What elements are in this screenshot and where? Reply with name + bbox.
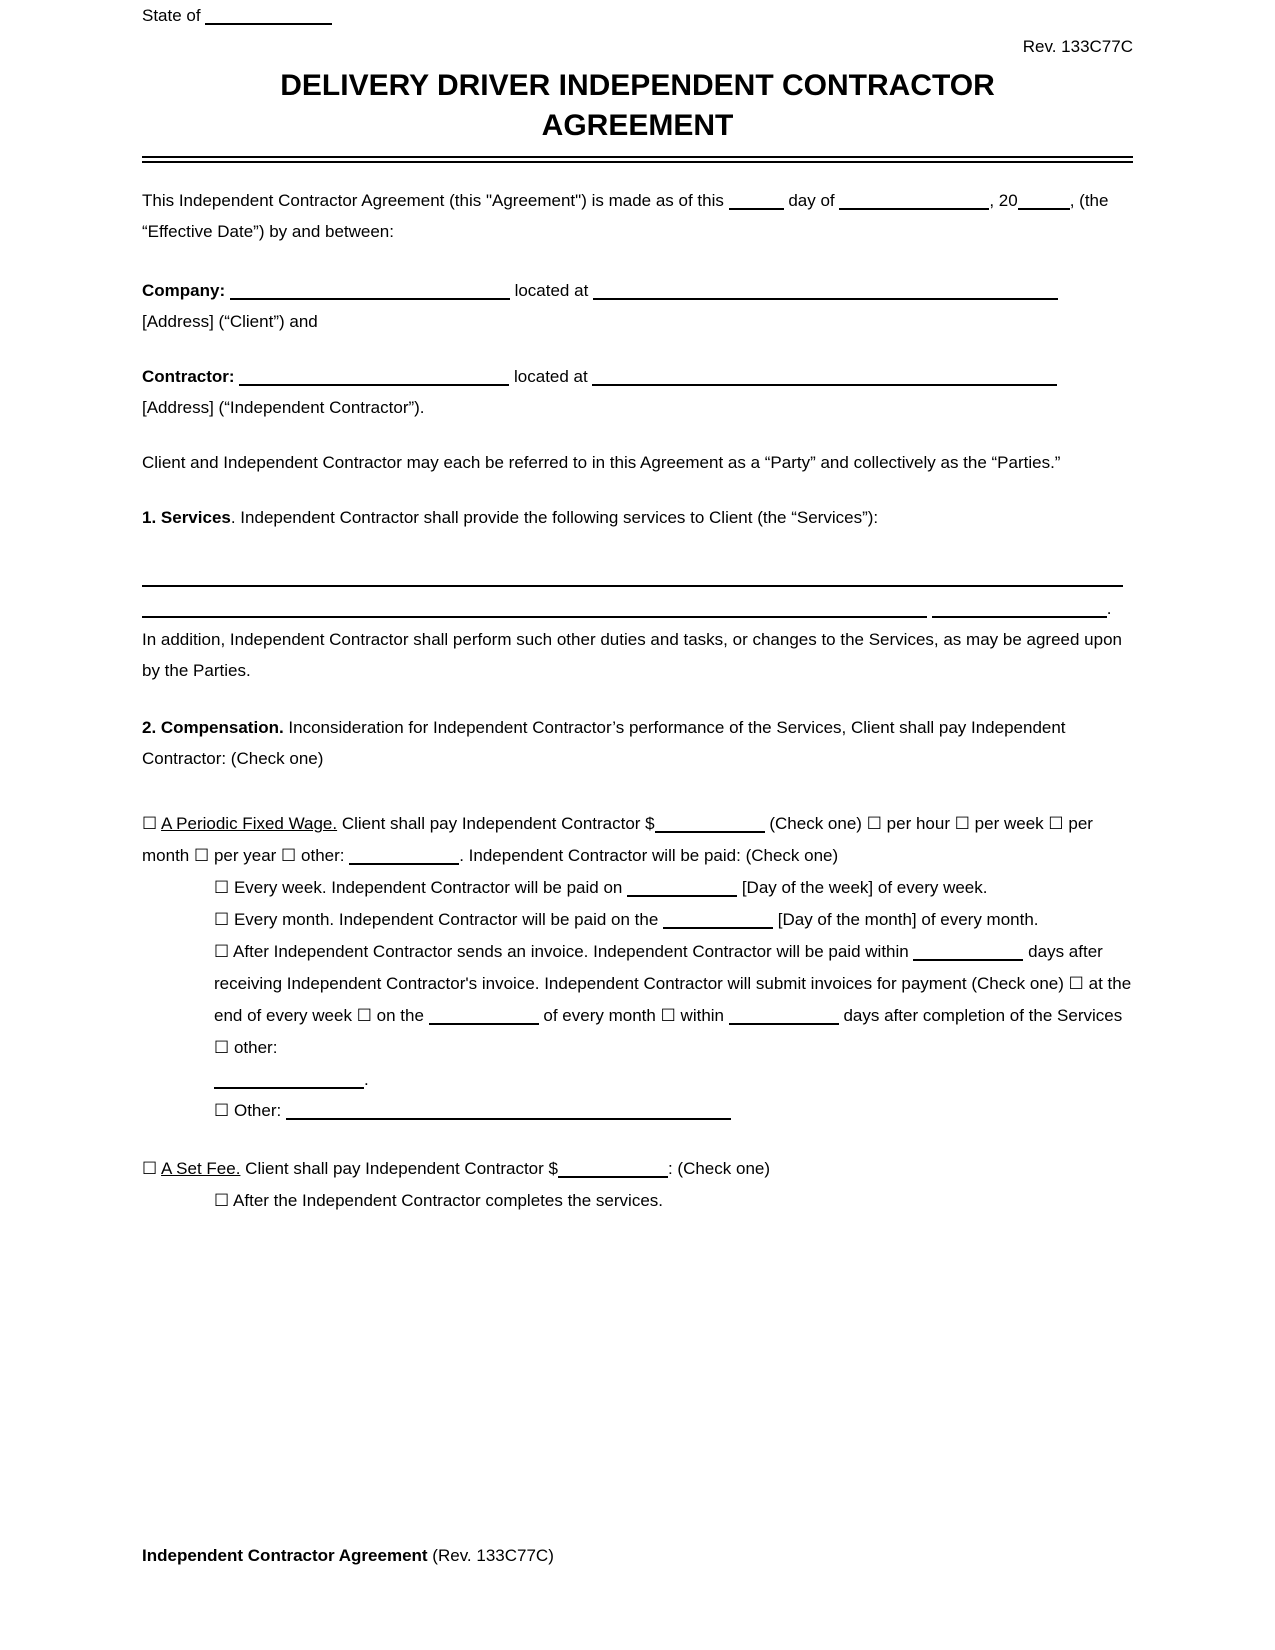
document-body [142,185,1133,1217]
text-segment: , 20 [989,191,1018,210]
blank-field[interactable] [1018,194,1070,210]
text-segment: (Check one) [764,814,867,833]
document-content [142,0,1133,1217]
rev-number: Rev. 133C77C [1022,37,1133,56]
text-segment: per hour [881,814,955,833]
blank-field[interactable] [627,881,737,897]
blank-field[interactable] [558,1162,668,1178]
checkbox-icon[interactable]: ☐ [214,910,230,930]
checkbox-icon[interactable]: ☐ [954,814,970,834]
checkbox-icon[interactable]: ☐ [214,942,230,962]
text-segment: per year [209,846,282,865]
text-segment: [Address] (“Client”) and [142,312,318,331]
set-fee-option [142,1153,1133,1185]
blank-field[interactable] [214,1073,364,1089]
blank-field[interactable] [286,1104,731,1120]
parties-paragraph [142,447,1133,478]
state-of-line [142,0,1133,31]
text-segment: at the end of every week [214,974,1132,1025]
text-segment: on the [371,1006,429,1025]
text-segment: . [364,1070,369,1089]
footer-title: Independent Contractor Agreement [142,1546,428,1565]
text-segment: . [1106,599,1112,618]
text-segment: Client and Independent Contractor may each be referred to in this Agreement as a “Party” and collectively as the “Parties.” [142,453,1061,472]
text-segment: day of [783,191,840,210]
blank-field[interactable] [729,194,784,210]
text-segment: Every month. Independent Contractor will be paid on the [229,910,664,929]
text-segment: [Day of the week] of every week. [737,878,988,897]
text-segment: : (Check one) [667,1159,771,1178]
checkbox-icon[interactable]: ☐ [356,1006,372,1026]
checkbox-icon[interactable]: ☐ [214,1101,230,1121]
text-segment: Contractor: [142,367,240,386]
checkbox-icon[interactable]: ☐ [193,846,210,866]
paid-every-week-option [214,872,1133,904]
text-segment: After Independent Contractor sends an invoice. Independent Contractor will be paid within [229,942,914,961]
title-rule [142,156,1133,163]
text-segment: Client shall pay Independent Contractor $ [240,1159,558,1178]
checkbox-icon[interactable]: ☐ [281,846,297,866]
text-segment: After the Independent Contractor completes the services. [229,1191,663,1210]
state-of-label: State of [142,6,206,25]
text-segment: per week [969,814,1049,833]
text-segment: This Independent Contractor Agreement (this "Agreement") is made as of this [142,191,729,210]
services-addition-paragraph [142,624,1133,686]
checkbox-icon[interactable]: ☐ [214,878,230,898]
blank-field[interactable] [429,1009,539,1025]
text-segment: [Address] (“Independent Contractor”). [142,398,425,417]
footer-rev: (Rev. 133C77C) [427,1546,554,1565]
state-blank-field[interactable] [205,9,332,25]
blank-field[interactable] [592,370,1057,386]
checkbox-icon[interactable]: ☐ [214,1038,230,1058]
paid-every-month-option [214,904,1133,936]
text-segment: 2. Compensation. [142,718,284,737]
blank-field[interactable] [839,194,989,210]
title-line-2: AGREEMENT [541,109,734,142]
intro-paragraph [142,185,1133,247]
text-segment: per month [142,814,1093,865]
services-blank-line-2 [142,593,1133,624]
set-fee-completion-option [214,1185,1133,1217]
text-segment: located at [509,281,594,300]
blank-field[interactable] [663,913,773,929]
text-segment: , (the “Effective Date”) by and between: [142,191,1109,241]
blank-field[interactable] [593,284,1058,300]
blank-field[interactable] [142,602,927,618]
checkbox-icon[interactable]: ☐ [866,814,882,834]
option-label: A Periodic Fixed Wage. [161,814,338,833]
page-footer [142,1540,554,1571]
text-segment: Other: [229,1101,286,1120]
paid-after-invoice-option [214,936,1133,1064]
contractor-paragraph [142,361,1133,423]
option-label: A Set Fee. [161,1159,241,1178]
compensation-heading [142,712,1133,774]
text-segment: days after receiving Independent Contractor's invoice. Independent Contractor will submit invoices for payment (Check one) [214,942,1103,993]
checkbox-icon[interactable]: ☐ [142,814,158,834]
document-title [142,66,1133,146]
text-segment: of every month [538,1006,661,1025]
text-segment: days after completion of the Services [838,1006,1123,1025]
checkbox-icon[interactable]: ☐ [214,1191,230,1211]
blank-field[interactable] [142,571,1123,587]
company-paragraph [142,275,1133,337]
blank-field[interactable] [932,602,1107,618]
services-heading [142,502,1133,533]
checkbox-icon[interactable]: ☐ [660,1006,676,1026]
blank-field[interactable] [239,370,509,386]
text-segment: 1. Services [142,508,231,527]
title-line-1: DELIVERY DRIVER INDEPENDENT CONTRACTOR [280,69,995,102]
blank-field[interactable] [729,1009,839,1025]
blank-field[interactable] [349,849,459,865]
text-segment: Client shall pay Independent Contractor $ [337,814,655,833]
blank-field[interactable] [230,284,510,300]
checkbox-icon[interactable]: ☐ [142,1159,158,1179]
text-segment: other: [229,1038,278,1057]
text-segment: within [675,1006,729,1025]
text-segment: Company: [142,281,230,300]
text-segment: In addition, Independent Contractor shall perform such other duties and tasks, or changes to the Services, as may be agreed upon by the Parties. [142,630,1122,680]
periodic-fixed-wage-option [142,808,1133,872]
checkbox-icon[interactable]: ☐ [1048,814,1064,834]
text-segment: other: [296,846,350,865]
text-segment: Every week. Independent Contractor will be paid on [229,878,628,897]
text-segment: [Day of the month] of every month. [773,910,1039,929]
text-segment: . Independent Contractor will be paid: (Check one) [459,846,839,865]
other-option [214,1095,1133,1127]
text-segment: . Independent Contractor shall provide the following services to Client (the “Services”): [230,508,879,527]
text-segment: located at [509,367,593,386]
blank-field[interactable] [655,817,765,833]
text-segment: Inconsideration for Independent Contractor’s performance of the Services, Client shall pay Independent Contractor: (Check one) [142,718,1066,768]
invoice-other-blank-line [214,1064,1133,1095]
checkbox-icon[interactable]: ☐ [1068,974,1084,994]
blank-field[interactable] [913,945,1023,961]
services-blank-line-1 [142,562,1133,593]
